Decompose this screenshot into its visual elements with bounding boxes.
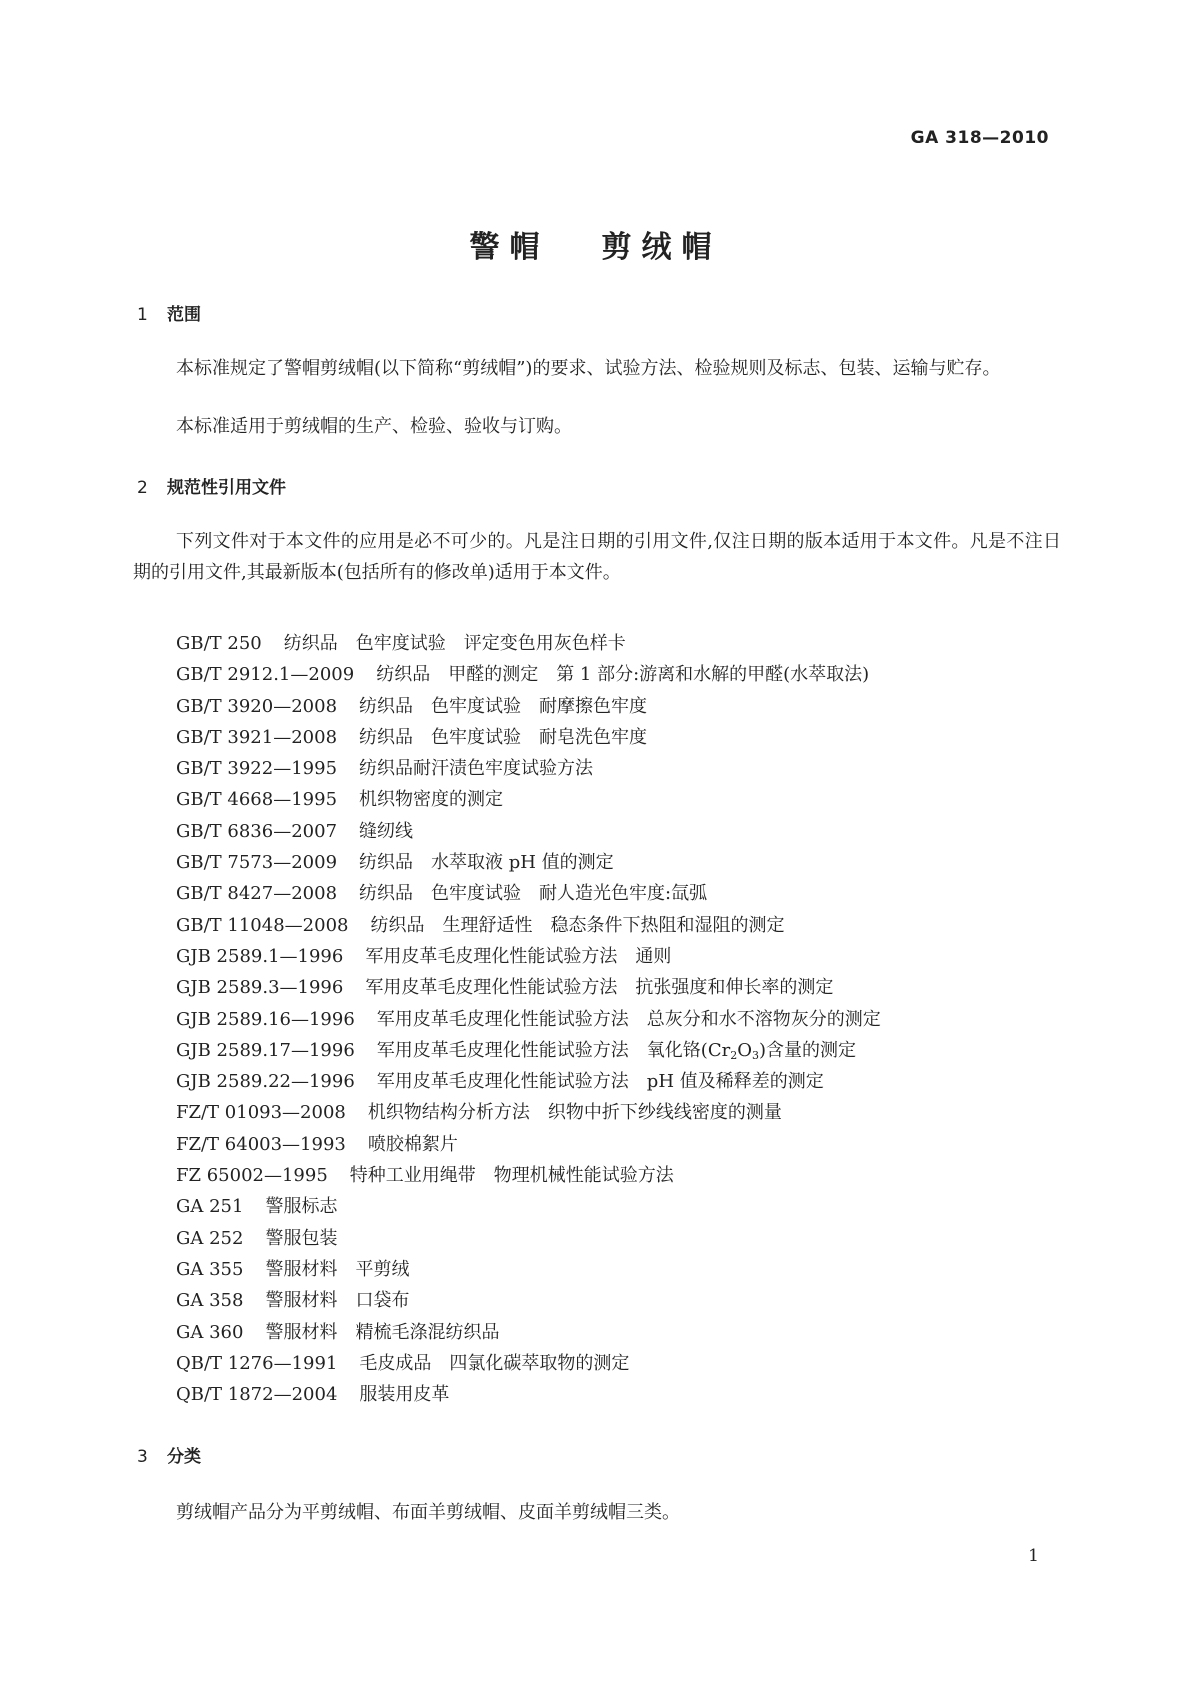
reference-title: 毛皮成品 四氯化碳萃取物的测定 <box>359 1352 630 1374</box>
reference-title: 警服标志 <box>265 1196 338 1218</box>
reference-item <box>176 659 881 690</box>
reference-item <box>176 910 881 941</box>
reference-item <box>176 972 881 1003</box>
reference-list <box>176 628 881 1410</box>
reference-item <box>176 1035 881 1066</box>
reference-item <box>176 1129 881 1160</box>
reference-item <box>176 847 881 878</box>
reference-item <box>176 628 881 659</box>
reference-title: 警服材料 口袋布 <box>265 1290 410 1312</box>
reference-title: 军用皮革毛皮理化性能试验方法 通则 <box>365 945 672 967</box>
reference-code: GJB 2589.22—1996 <box>176 1071 355 1093</box>
reference-code: FZ/T 01093—2008 <box>176 1102 346 1124</box>
reference-title: 警服材料 精梳毛涤混纺织品 <box>265 1321 500 1343</box>
reference-title: 服装用皮革 <box>359 1384 450 1406</box>
page-number: 1 <box>1028 1546 1039 1566</box>
paragraph: 本标准规定了警帽剪绒帽(以下简称“剪绒帽”)的要求、试验方法、检验规则及标志、包装、运输与贮存。 <box>176 358 1001 379</box>
reference-title: 军用皮革毛皮理化性能试验方法 pH 值及稀释差的测定 <box>376 1071 824 1093</box>
reference-title: 特种工业用绳带 物理机械性能试验方法 <box>349 1165 674 1187</box>
reference-code: GB/T 250 <box>176 633 262 654</box>
reference-item <box>176 1097 881 1128</box>
reference-title: 纺织品 水萃取液 pH 值的测定 <box>359 852 614 874</box>
reference-code: QB/T 1872—2004 <box>176 1384 338 1406</box>
section-heading-normative-references <box>137 473 286 498</box>
section-number: 1 <box>137 305 148 325</box>
paragraph: 剪绒帽产品分为平剪绒帽、布面羊剪绒帽、皮面羊剪绒帽三类。 <box>176 1502 680 1523</box>
reference-title: 喷胶棉絮片 <box>367 1133 458 1155</box>
reference-title: 军用皮革毛皮理化性能试验方法 氧化铬$(Cr_2O_3)$含量的测定 <box>376 1039 856 1062</box>
reference-title: 纺织品 色牢度试验 评定变色用灰色样卡 <box>283 633 626 654</box>
reference-title: 机织物密度的测定 <box>359 789 504 811</box>
document-title <box>0 222 1191 266</box>
reference-code: GA 358 <box>176 1290 244 1312</box>
reference-code: GA 360 <box>176 1321 244 1343</box>
reference-title: 纺织品 甲醛的测定 第 1 部分:游离和水解的甲醛(水萃取法) <box>376 664 870 686</box>
reference-code: GB/T 3920—2008 <box>176 695 338 717</box>
reference-item <box>176 816 881 847</box>
reference-item <box>176 941 881 972</box>
reference-item <box>176 691 881 722</box>
reference-item <box>176 878 881 909</box>
reference-title: 纺织品 色牢度试验 耐摩擦色牢度 <box>359 695 648 717</box>
reference-title: 机织物结构分析方法 织物中折下纱线线密度的测量 <box>367 1102 782 1124</box>
reference-item <box>176 1317 881 1348</box>
section-title: 范围 <box>167 305 201 325</box>
reference-item <box>176 1066 881 1097</box>
reference-item <box>176 1254 881 1285</box>
reference-code: GB/T 3921—2008 <box>176 726 338 748</box>
reference-title: 警服包装 <box>265 1227 338 1249</box>
paragraph: 下列文件对于本文件的应用是必不可少的。凡是注日期的引用文件,仅注日期的版本适用于本文件。凡是不注日期的引用文件,其最新版本(包括所有的修改单)适用于本文件。 <box>133 531 1061 583</box>
reference-code: GB/T 6836—2007 <box>176 820 338 842</box>
section-heading-classification <box>137 1442 201 1467</box>
reference-title: 军用皮革毛皮理化性能试验方法 总灰分和水不溶物灰分的测定 <box>376 1008 881 1030</box>
reference-title: 纺织品耐汗渍色牢度试验方法 <box>359 758 594 780</box>
reference-code: GJB 2589.17—1996 <box>176 1039 355 1061</box>
reference-code: GJB 2589.1—1996 <box>176 945 344 967</box>
reference-item <box>176 1160 881 1191</box>
reference-item <box>176 1379 881 1410</box>
reference-title: 军用皮革毛皮理化性能试验方法 抗张强度和伸长率的测定 <box>365 977 834 999</box>
reference-item <box>176 1348 881 1379</box>
standard-code: GA 318—2010 <box>910 128 1049 148</box>
reference-code: GA 252 <box>176 1227 244 1249</box>
reference-code: GB/T 11048—2008 <box>176 914 349 936</box>
reference-item <box>176 1285 881 1316</box>
reference-code: GB/T 8427—2008 <box>176 883 338 905</box>
section-number: 2 <box>137 478 148 498</box>
reference-code: FZ/T 64003—1993 <box>176 1133 346 1155</box>
reference-code: FZ 65002—1995 <box>176 1165 328 1187</box>
reference-code: GA 355 <box>176 1258 244 1280</box>
section-title: 规范性引用文件 <box>167 478 286 498</box>
reference-item <box>176 753 881 784</box>
reference-code: GJB 2589.3—1996 <box>176 977 344 999</box>
reference-item <box>176 784 881 815</box>
paragraph: 本标准适用于剪绒帽的生产、检验、验收与订购。 <box>176 416 572 437</box>
reference-code: GB/T 7573—2009 <box>176 852 338 874</box>
reference-code: QB/T 1276—1991 <box>176 1352 338 1374</box>
reference-title: 纺织品 色牢度试验 耐皂洗色牢度 <box>359 726 648 748</box>
reference-title: 警服材料 平剪绒 <box>265 1258 410 1280</box>
reference-code: GB/T 4668—1995 <box>176 789 338 811</box>
reference-title: 纺织品 生理舒适性 稳态条件下热阻和湿阻的测定 <box>370 914 785 936</box>
reference-code: GB/T 2912.1—2009 <box>176 664 355 686</box>
section-title: 分类 <box>167 1447 201 1467</box>
title-part-1: 警帽 <box>469 230 550 265</box>
reference-item <box>176 1191 881 1222</box>
reference-code: GB/T 3922—1995 <box>176 758 338 780</box>
reference-title: 纺织品 色牢度试验 耐人造光色牢度:氙弧 <box>359 883 708 905</box>
title-part-2: 剪绒帽 <box>601 230 722 265</box>
reference-code: GJB 2589.16—1996 <box>176 1008 355 1030</box>
section-number: 3 <box>137 1447 148 1467</box>
reference-item <box>176 1223 881 1254</box>
reference-title: 缝纫线 <box>359 820 414 842</box>
reference-item <box>176 722 881 753</box>
reference-code: GA 251 <box>176 1196 244 1218</box>
reference-item <box>176 1004 881 1035</box>
section-heading-scope <box>137 300 201 325</box>
